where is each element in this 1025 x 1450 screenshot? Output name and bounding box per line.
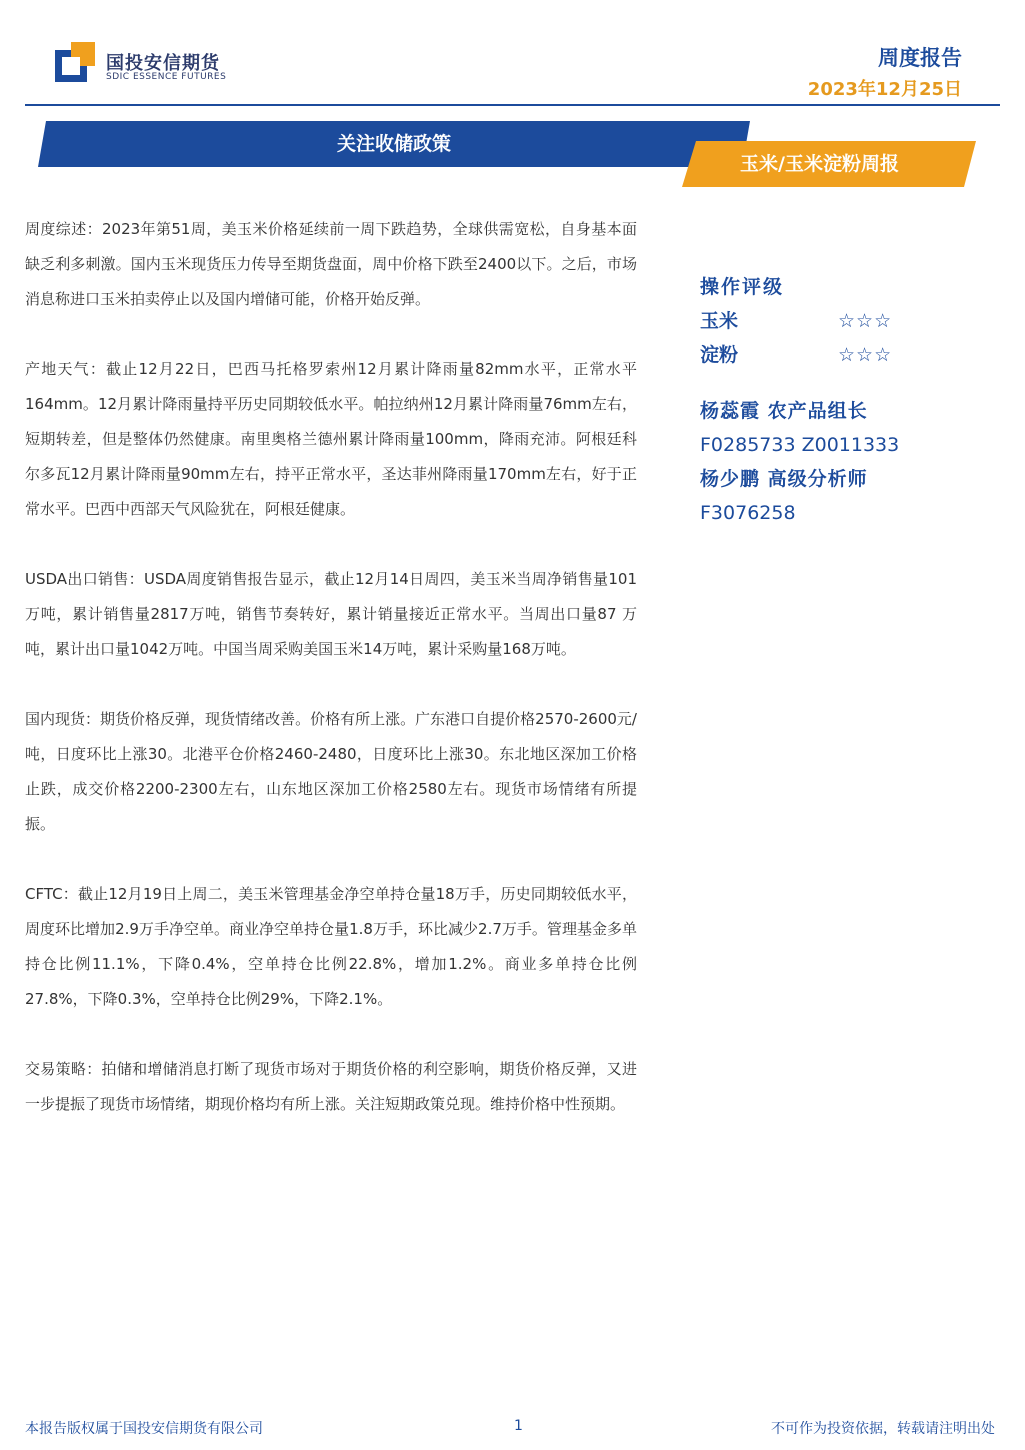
report-body xyxy=(25,212,637,1157)
star-rating-icon: ☆☆☆ xyxy=(838,344,893,366)
paragraph-domestic-spot: 国内现货：期货价格反弹，现货情绪改善。价格有所上涨。广东港口自提价格2570-2600元/吨，日度环比上涨30。北港平仓价格2460-2480，日度环比上涨30。东北地区深加工价格止跌，成交价格2200-2300左右，山东地区深加工价格2580左右。现货市场情绪有所提振。 xyxy=(25,710,637,833)
sidebar xyxy=(700,270,990,530)
company-logo-icon xyxy=(55,42,97,84)
star-rating-icon: ☆☆☆ xyxy=(838,310,893,332)
page-number: 1 xyxy=(514,1418,523,1434)
paragraph-weather: 产地天气：截止12月22日，巴西马托格罗索州12月累计降雨量82mm水平，正常水平164mm。12月累计降雨量持平历史同期较低水平。帕拉纳州12月累计降雨量76mm左右，短期转差，但是整体仍然健康。南里奥格兰德州累计降雨量100mm，降雨充沛。阿根廷科尔多瓦12月累计降雨量90mm左右，持平正常水平，圣达菲州降雨量170mm左右，好于正常水平。巴西中西部天气风险犹在，阿根廷健康。 xyxy=(25,360,637,518)
footer-disclaimer: 不可作为投资依据，转载请注明出处 xyxy=(771,1421,995,1437)
report-date: 2023年12月25日 xyxy=(807,79,962,100)
company-name-en: SDIC ESSENCE FUTURES xyxy=(106,72,227,82)
analyst-2-title: 杨少鹏 高级分析师 xyxy=(700,468,868,490)
paragraph-weekly-summary: 周度综述：2023年第51周，美玉米价格延续前一周下跌趋势，全球供需宽松，自身基本面缺乏利多刺激。国内玉米现货压力传导至期货盘面，周中价格下跌至2400以下。之后，市场消息称进口玉米拍卖停止以及国内增储可能，价格开始反弹。 xyxy=(25,220,637,308)
analyst-2-cert: F3076258 xyxy=(700,502,796,524)
analyst-1-title: 杨蕊霞 农产品组长 xyxy=(700,400,868,422)
rating-row-starch xyxy=(700,338,990,372)
footer-copyright: 本报告版权属于国投安信期货有限公司 xyxy=(25,1421,263,1437)
rating-row-corn xyxy=(700,304,990,338)
rating-name: 玉米 xyxy=(700,310,739,332)
paragraph-strategy: 交易策略：拍储和增储消息打断了现货市场对于期货价格的利空影响，期货价格反弹，又进一步提振了现货市场情绪，期现价格均有所上涨。关注短期政策兑现。维持价格中性预期。 xyxy=(25,1060,637,1113)
report-type: 周度报告 xyxy=(878,46,962,70)
headline-title: 关注收储政策 xyxy=(336,133,451,155)
rating-title: 操作评级 xyxy=(700,276,785,298)
report-name-title: 玉米/玉米淀粉周报 xyxy=(740,153,899,175)
analyst-1-cert: F0285733 Z0011333 xyxy=(700,434,900,456)
company-name-cn: 国投安信期货 xyxy=(106,53,220,74)
paragraph-cftc: CFTC：截止12月19日上周二，美玉米管理基金净空单持仓量18万手，历史同期较低水平，周度环比增加2.9万手净空单。商业净空单持仓量1.8万手，环比减少2.7万手。管理基金多单持仓比例11.1%，下降0.4%，空单持仓比例22.8%，增加1.2%。商业多单持仓比例27.8%，下降0.3%，空单持仓比例29%，下降2.1%。 xyxy=(25,885,637,1008)
header-divider xyxy=(25,104,1000,106)
rating-name: 淀粉 xyxy=(700,344,739,366)
paragraph-usda-export: USDA出口销售：USDA周度销售报告显示，截止12月14日周四，美玉米当周净销售量101万吨，累计销售量2817万吨，销售节奏转好，累计销量接近正常水平。当周出口量87 万吨，累计出口量1042万吨。中国当周采购美国玉米14万吨，累计采购量168万吨。 xyxy=(25,570,637,658)
